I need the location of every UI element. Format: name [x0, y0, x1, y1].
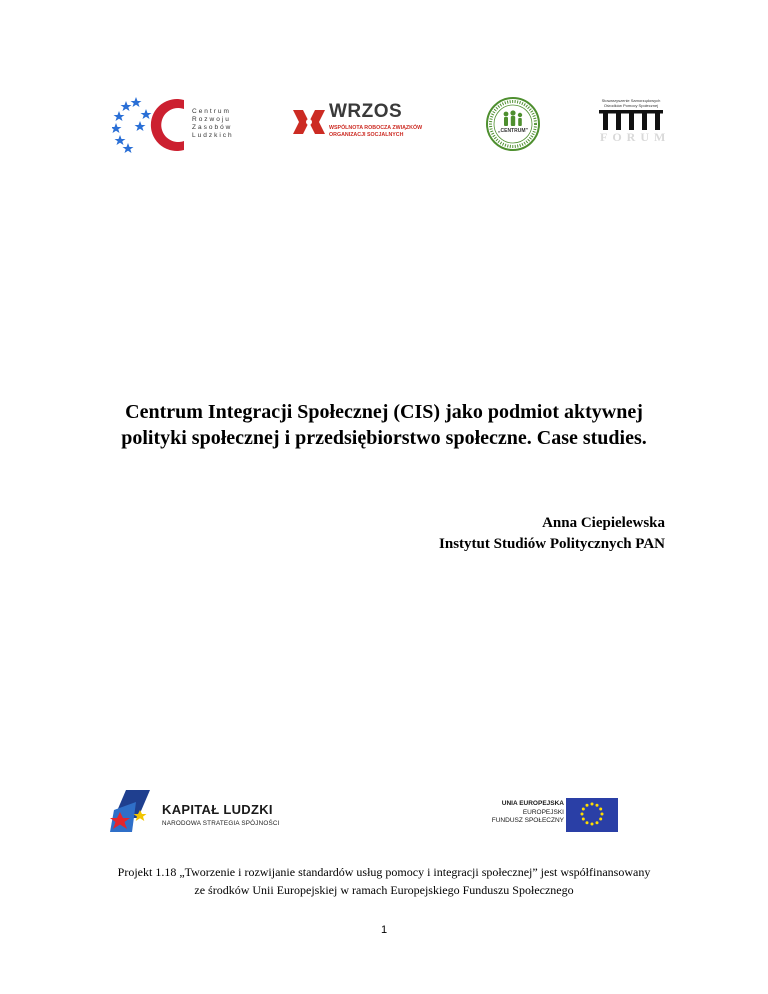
kapital-ludzki-emblem: [110, 788, 156, 834]
ue-line-1: UNIA EUROPEJSKA: [501, 800, 564, 807]
kapital-ludzki-title: KAPITAŁ LUDZKI: [162, 802, 273, 817]
page-number: 1: [380, 924, 388, 936]
wrzos-logo: [291, 103, 431, 143]
kapital-ludzki-subtitle: NARODOWA STRATEGIA SPÓJNOŚCI: [162, 820, 280, 827]
wrzos-emblem: [291, 107, 327, 137]
eu-flag-icon: [566, 798, 618, 832]
wrzos-subtitle-2: ORGANIZACJI SOCJALNYCH: [329, 131, 404, 138]
crzl-line-4: Ludzkich: [192, 132, 234, 139]
centrum-seal: [485, 96, 541, 152]
forum-top-line-1: Stowarzyszenie Samorządowych: [601, 98, 661, 103]
centrum-logo: [485, 96, 541, 152]
author-block: [439, 513, 665, 555]
author-name: Anna Ciepielewska: [542, 515, 665, 531]
title-line-1: Centrum Integracji Społecznej (CIS) jako podmiot aktywnej: [125, 401, 643, 423]
kapital-ludzki-logo: [110, 788, 300, 838]
centrum-text: „CENTRUM”: [498, 128, 528, 134]
forum-columns-icon: [599, 110, 663, 130]
author-institution: Instytut Studiów Politycznych PAN: [439, 536, 665, 552]
ue-line-2: EUROPEJSKI: [522, 808, 564, 816]
crzl-logo: [112, 95, 242, 155]
crzl-line-2: Rozwoju: [192, 116, 231, 123]
project-footer: [40, 863, 728, 899]
crzl-line-3: Zasobów: [192, 124, 233, 131]
crzl-emblem: [112, 95, 192, 155]
crzl-line-1: Centrum: [192, 108, 231, 115]
title-line-2: polityki społecznej i przedsiębiorstwo społeczne. Case studies.: [121, 427, 647, 449]
wrzos-subtitle-1: WSPÓLNOTA ROBOCZA ZWIĄZKÓW: [329, 125, 423, 131]
forum-logo: [596, 98, 671, 146]
forum-top-line-2: Ośrodków Pomocy Społecznej: [603, 103, 659, 108]
document-title: [60, 399, 708, 451]
ue-line-3: FUNDUSZ SPOŁECZNY: [491, 817, 564, 824]
footer-line-2: ze środków Unii Europejskiej w ramach Europejskiego Funduszu Społecznego: [194, 883, 574, 897]
forum-word: FORUM: [600, 130, 671, 144]
ue-logo: [478, 798, 618, 832]
wrzos-title: WRZOS: [329, 101, 403, 122]
footer-line-1: Projekt 1.18 „Tworzenie i rozwijanie standardów usług pomocy i integracji społecznej” jest współfinansowany: [117, 865, 651, 879]
